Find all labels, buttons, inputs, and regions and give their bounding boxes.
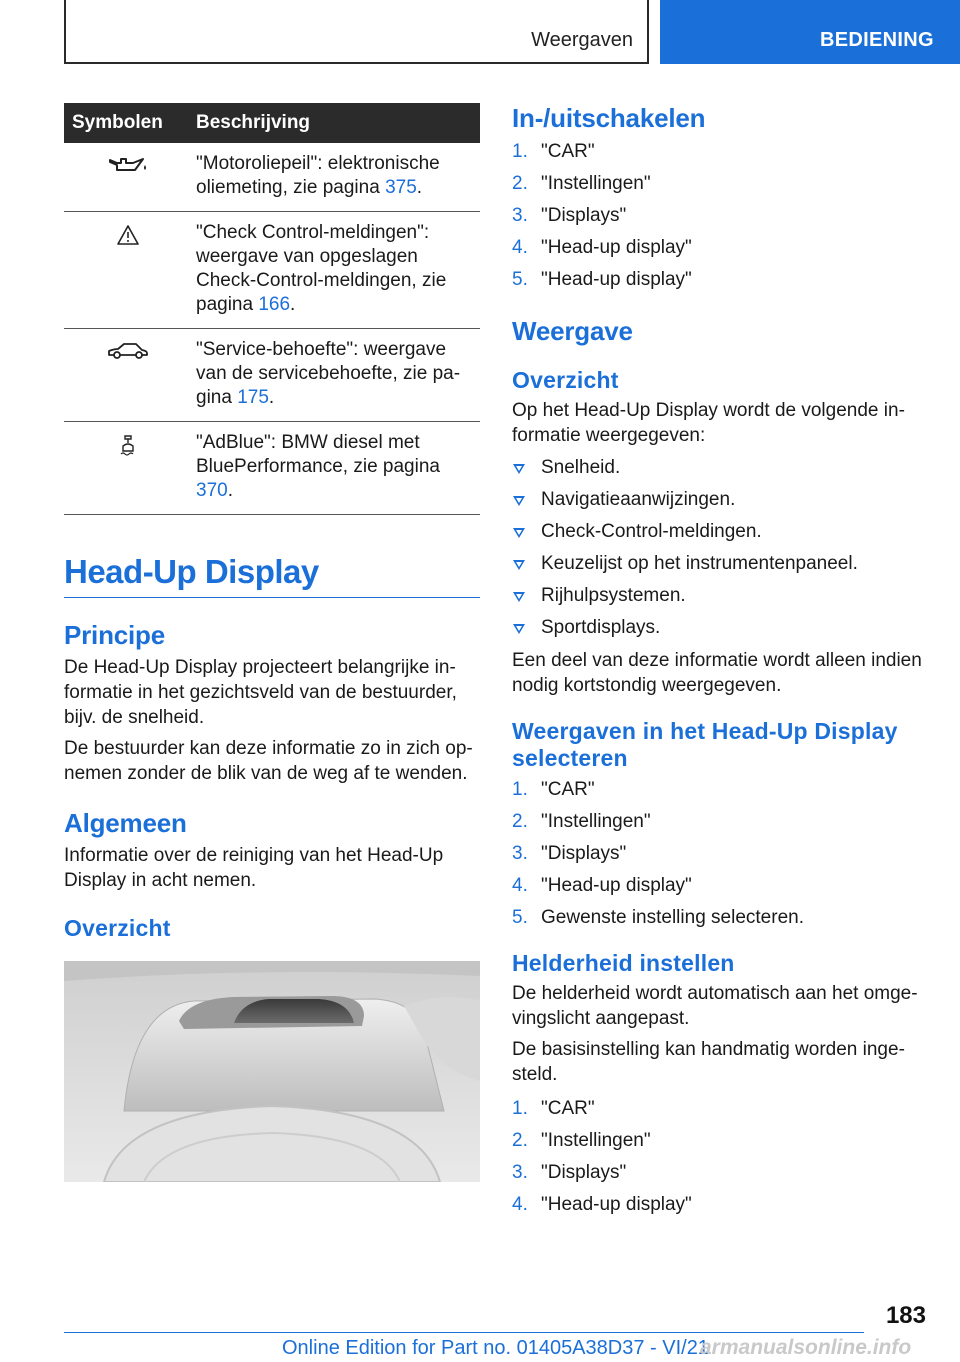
weergave-bullets: [512, 456, 924, 640]
triangle-bullet-icon: [513, 496, 525, 506]
brightness-steps: [512, 1097, 924, 1217]
table-cell-description: "Motoroliepeil": elektronische oliemeting, zie pagina 375.: [192, 143, 480, 212]
list-item: 2. "Instellingen": [512, 1130, 651, 1151]
table-cell-description: "Check Control-meldingen": weergave van opgeslagen Check-Control-meldingen, zie pagina 166.: [192, 212, 480, 329]
warning-triangle-icon: [116, 224, 140, 246]
footer-divider: [64, 1332, 864, 1333]
left-column: [64, 103, 480, 942]
heading-weergaven-selecteren: Weergaven in het Head-Up Display selecteren: [512, 718, 898, 771]
page-link-375[interactable]: 375: [385, 177, 417, 198]
adblue-icon: [118, 434, 138, 456]
list-item: Rijhulpsystemen.: [512, 584, 924, 608]
list-item: 3. "Displays": [512, 843, 627, 864]
page-link-370[interactable]: 370: [196, 480, 228, 501]
weergave-intro: Op het Head-Up Display wordt de volgende informatie weergegeven:: [512, 400, 905, 446]
heading-principe: Principe: [64, 620, 165, 650]
right-column: [512, 103, 924, 1225]
triangle-bullet-icon: [513, 464, 525, 474]
table-cell-icon: [64, 143, 192, 212]
symbols-table: [64, 103, 480, 515]
brightness-paragraph-2: De basisinstelling kan handmatig worden ingesteld.: [512, 1039, 905, 1085]
list-item: 3. "Displays": [512, 1162, 627, 1183]
page-link-175[interactable]: 175: [237, 387, 269, 408]
header-section-title: Weergaven: [531, 29, 633, 51]
heading-overzicht-right: Overzicht: [512, 367, 619, 393]
list-item: 2. "Instellingen": [512, 173, 651, 194]
select-steps: [512, 778, 924, 930]
list-item: Navigatieaanwijzingen.: [512, 488, 924, 512]
table-cell-icon: [64, 422, 192, 515]
list-item: Keuzelijst op het instrumentenpaneel.: [512, 552, 924, 576]
head-up-display-photo: [64, 961, 480, 1182]
heading-weergave: Weergave: [512, 316, 633, 346]
list-item: Check-Control-meldingen.: [512, 520, 924, 544]
list-item: 5. Gewenste instelling selecteren.: [512, 907, 804, 928]
header-chapter-title: BEDIENING: [820, 29, 934, 51]
heading-algemeen: Algemeen: [64, 808, 187, 838]
table-row: [64, 329, 480, 422]
chapter-title-head-up-display: Head-Up Display: [64, 553, 480, 598]
triangle-bullet-icon: [513, 560, 525, 570]
heading-in-uitschakelen: In-/uitschakelen: [512, 103, 706, 133]
list-item: 2. "Instellingen": [512, 811, 651, 832]
table-cell-icon: [64, 212, 192, 329]
triangle-bullet-icon: [513, 624, 525, 634]
weergave-note: Een deel van deze informatie wordt alleen indien nodig kortstondig weergegeven.: [512, 650, 922, 696]
car-service-icon: [106, 341, 150, 361]
footer-edition: Online Edition for Part no. 01405A38D37 - VI/21: [282, 1337, 709, 1359]
list-item: 1. "CAR": [512, 1098, 595, 1119]
list-item: Snelheid.: [512, 456, 924, 480]
table-cell-description: "Service-behoefte": weergave van de servicebehoefte, zie pagina 175.: [192, 329, 480, 422]
table-cell-icon: [64, 329, 192, 422]
list-item: Sportdisplays.: [512, 616, 924, 640]
principe-paragraph-2: De bestuurder kan deze informatie zo in zich opnemen zonder de blik van de weg af te wenden.: [64, 738, 473, 784]
triangle-bullet-icon: [513, 592, 525, 602]
brightness-paragraph-1: De helderheid wordt automatisch aan het omgevingslicht aangepast.: [512, 983, 918, 1029]
table-header-description: Beschrijving: [192, 103, 480, 143]
header-chapter-tab: [660, 0, 960, 64]
table-row: [64, 143, 480, 212]
list-item: 4. "Head-up display": [512, 237, 692, 258]
table-row: [64, 212, 480, 329]
oil-can-icon: [108, 155, 148, 177]
list-item: 4. "Head-up display": [512, 1194, 692, 1215]
list-item: 4. "Head-up display": [512, 875, 692, 896]
heading-helderheid-instellen: Helderheid instellen: [512, 950, 735, 976]
list-item: 3. "Displays": [512, 205, 627, 226]
page-number: 183: [885, 1302, 926, 1329]
dashboard-illustration: [64, 961, 480, 1182]
triangle-bullet-icon: [513, 528, 525, 538]
page-link-166[interactable]: 166: [258, 294, 291, 315]
onoff-steps: [512, 140, 924, 292]
table-header-row: [64, 103, 480, 143]
list-item: 1. "CAR": [512, 141, 595, 162]
table-row: [64, 422, 480, 515]
table-header-symbols: Symbolen: [64, 103, 192, 143]
heading-overzicht-left: Overzicht: [64, 915, 171, 941]
list-item: 1. "CAR": [512, 779, 595, 800]
algemeen-paragraph: Informatie over de reiniging van het Head-Up Display in acht nemen.: [64, 845, 444, 891]
table-cell-description: "AdBlue": BMW diesel met BluePerformance, zie pagina 370.: [192, 422, 480, 515]
watermark: armanualsonline.info: [700, 1336, 912, 1359]
principe-paragraph-1: De Head-Up Display projecteert belangrijke informatie in het gezichtsveld van de bestuurder, bijv. de snelheid.: [64, 657, 457, 728]
header-section-box: [64, 0, 649, 64]
list-item: 5. "Head-up display": [512, 269, 692, 290]
